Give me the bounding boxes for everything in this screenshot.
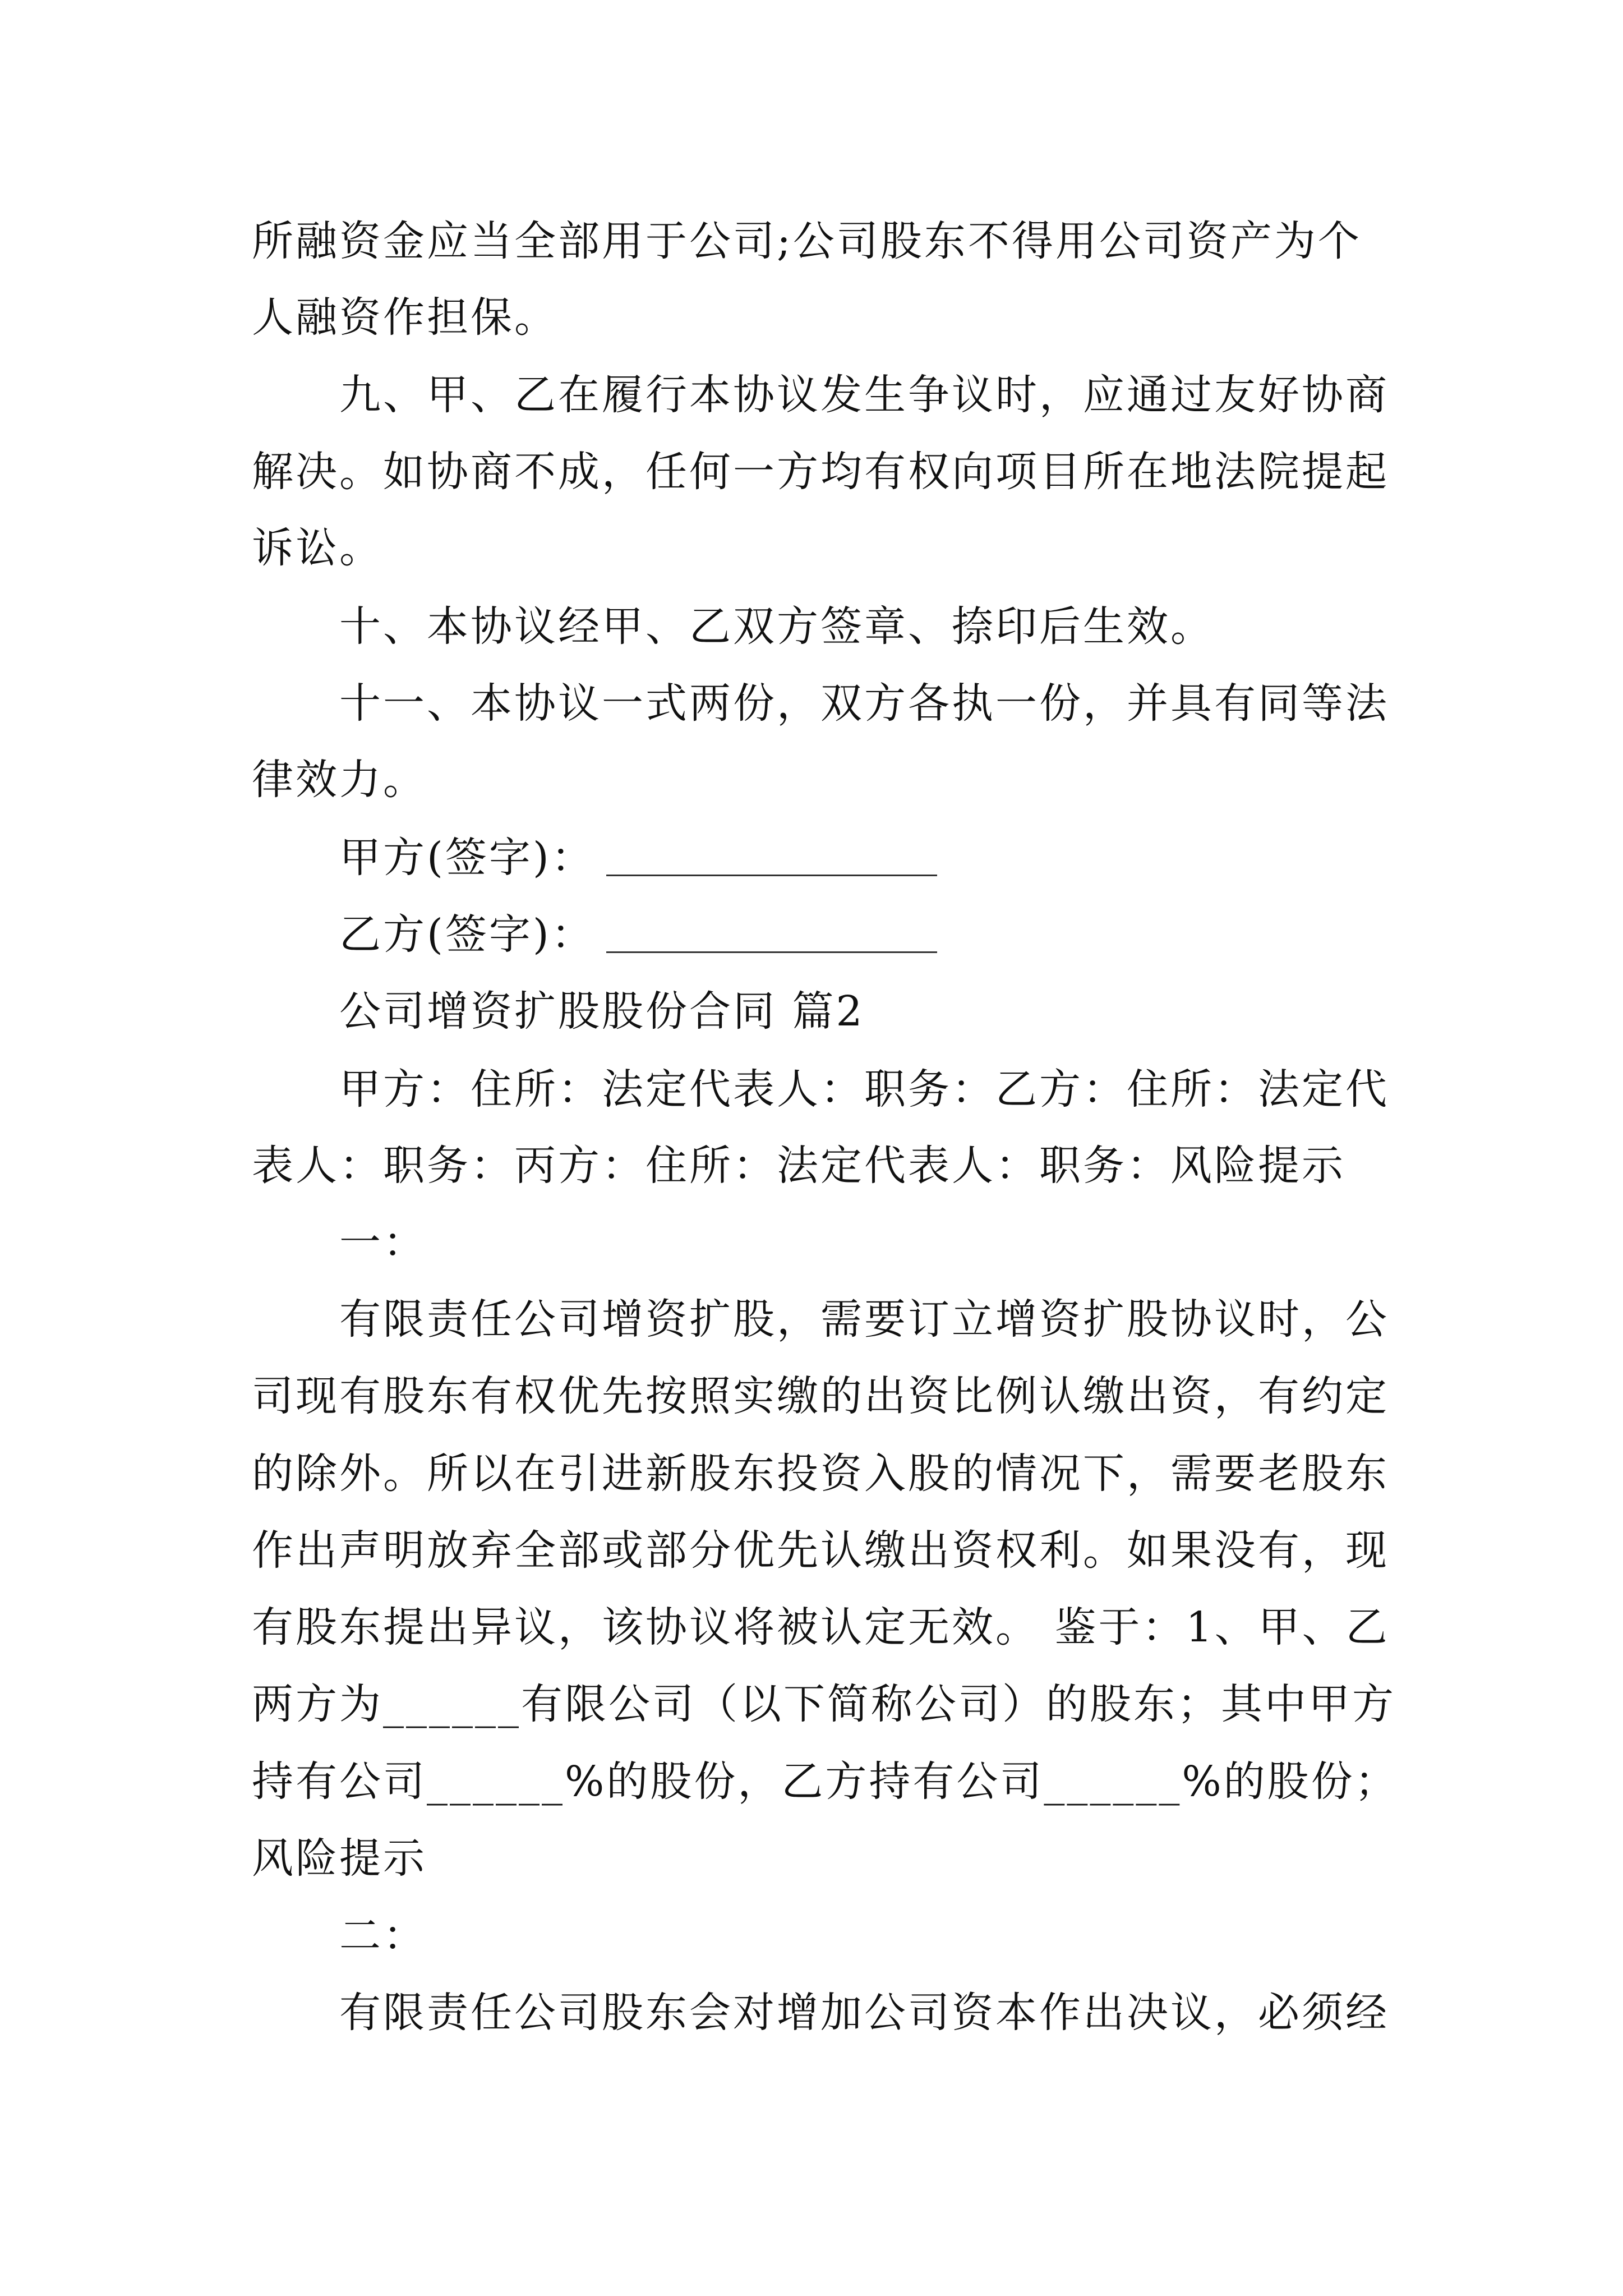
signature-label: 乙方(签字)： xyxy=(339,910,595,959)
risk-paragraph-1: 有限责任公司增资扩股，需要订立增资扩股协议时，公 xyxy=(339,1295,1389,1343)
risk-paragraph-2: 有限责任公司股东会对增加公司资本作出决议，必须经 xyxy=(339,1989,1389,2037)
risk-heading-1: 一： xyxy=(339,1218,427,1267)
clause-9: 九、甲、乙在履行本协议发生争议时，应通过友好协商 xyxy=(339,371,1389,419)
paragraph-line: 两方为______有限公司（以下简称公司）的股东；其中甲方 xyxy=(252,1680,1396,1728)
parties-paragraph: 甲方：住所：法定代表人：职务：乙方：住所：法定代 xyxy=(339,1065,1389,1114)
paragraph-line: 有股东提出异议，该协议将被认定无效。 鉴于：1、甲、乙 xyxy=(252,1603,1390,1651)
clause-11: 十一、本协议一式两份，双方各执一份，并具有同等法 xyxy=(339,679,1389,728)
paragraph-line: 人融资作担保。 xyxy=(252,293,558,342)
paragraph-line: 的除外。所以在引进新股东投资入股的情况下，需要老股东 xyxy=(252,1450,1389,1498)
party-a-signature xyxy=(339,830,937,886)
signature-blank xyxy=(606,918,937,953)
section-heading: 公司增资扩股股份合同 篇2 xyxy=(339,987,865,1036)
paragraph-line: 司现有股东有权优先按照实缴的出资比例认缴出资，有约定 xyxy=(252,1372,1389,1420)
paragraph-line: 所融资金应当全部用于公司;公司股东不得用公司资产为个 xyxy=(252,217,1362,265)
clause-10: 十、本协议经甲、乙双方签章、捺印后生效。 xyxy=(339,602,1214,651)
paragraph-line: 诉讼。 xyxy=(252,524,383,572)
paragraph-line: 作出声明放弃全部或部分优先认缴出资权利。如果没有，现 xyxy=(252,1526,1389,1575)
risk-heading-2: 二： xyxy=(339,1912,427,1960)
paragraph-line: 持有公司______%的股份，乙方持有公司______%的股份； xyxy=(252,1757,1399,1806)
signature-blank xyxy=(606,841,937,876)
paragraph-line: 解决。如协商不成，任何一方均有权向项目所在地法院提起 xyxy=(252,448,1389,496)
paragraph-line: 律效力。 xyxy=(252,756,427,804)
paragraph-line: 风险提示 xyxy=(252,1834,427,1883)
party-b-signature xyxy=(339,907,937,963)
signature-label: 甲方(签字)： xyxy=(339,834,595,882)
paragraph-line: 表人：职务：丙方：住所：法定代表人：职务：风险提示 xyxy=(252,1142,1345,1190)
